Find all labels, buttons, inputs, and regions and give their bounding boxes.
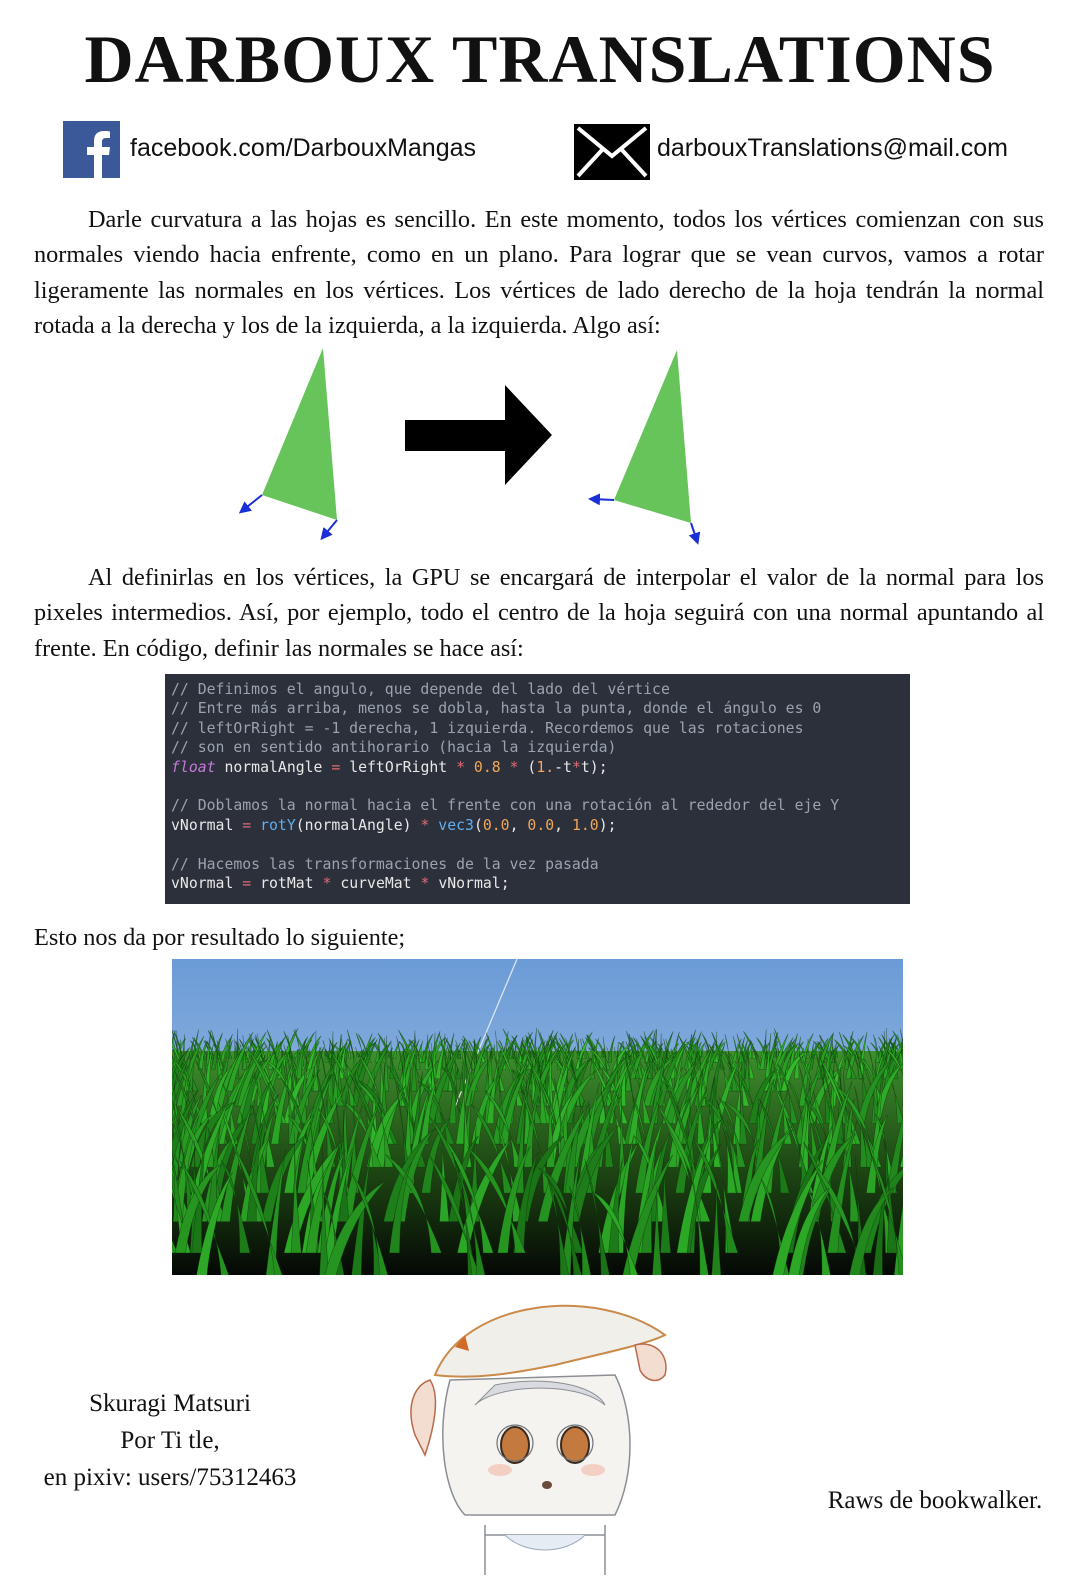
leaf-after bbox=[592, 350, 697, 541]
facebook-link[interactable]: facebook.com/DarbouxMangas bbox=[130, 134, 477, 162]
code-line: vNormal = rotY(normalAngle) * vec3(0.0, 0.0, 1.0); bbox=[171, 816, 617, 834]
code-line: // Doblamos la normal hacia el frente con una rotación al rededor del eje Y bbox=[171, 797, 840, 815]
paragraph-result bbox=[34, 920, 1044, 955]
credit-pixiv: en pixiv: users/75312463 bbox=[43, 1464, 297, 1491]
paragraph-intro-text: Darle curvatura a las hojas es sencillo. En este momento, todos los vértices comienzan con sus normales viendo hacia enfrente, como en un plano. Para lograr que se vean curvos, vamos a rotar ligeramente las normales en los vértices. Los vértices de lado derecho de la hoja tendrán la normal rotada a la derecha y los de la izquierda, a la izquierda. Algo así: bbox=[34, 206, 1044, 339]
paragraph-result-text: Esto nos da por resultado lo siguiente; bbox=[34, 924, 406, 951]
code-line: // son en sentido antihorario (hacia la izquierda) bbox=[171, 739, 617, 757]
code-line: // leftOrRight = -1 derecha, 1 izquierda. Recordemos que las rotaciones bbox=[171, 719, 804, 737]
paragraph-gpu-text: Al definirlas en los vértices, la GPU se encargará de interpolar el valor de la normal para los pixeles intermedios. Así, por ejemplo, todo el centro de la hoja seguirá con una normal apuntando al frente. En código, definir las normales se hace así: bbox=[34, 564, 1044, 662]
credit-artist: Skuragi Matsuri bbox=[89, 1390, 251, 1417]
page-title: DARBOUX TRANSLATIONS bbox=[84, 21, 996, 97]
paragraph-intro bbox=[34, 202, 1044, 343]
code-block bbox=[165, 674, 910, 904]
raws-credit: Raws de bookwalker. bbox=[827, 1487, 1043, 1514]
mail-icon bbox=[574, 124, 650, 180]
facebook-icon bbox=[63, 121, 120, 178]
code-line: // Hacemos las transformaciones de la vez pasada bbox=[171, 855, 599, 873]
code-line: vNormal = rotMat * curveMat * vNormal; bbox=[171, 875, 510, 893]
code-line: float normalAngle = leftOrRight * 0.8 * (1.-t*t); bbox=[171, 758, 608, 776]
credits-block bbox=[20, 1385, 320, 1496]
normals-diagram bbox=[230, 345, 710, 550]
email-link[interactable]: darbouxTranslations@mail.com bbox=[657, 134, 1008, 162]
character-illustration bbox=[395, 1285, 685, 1575]
code-line: // Definimos el angulo, que depende del lado del vértice bbox=[171, 681, 670, 698]
credit-title: Por Ti tle, bbox=[120, 1427, 220, 1454]
code-line: // Entre más arriba, menos se dobla, hasta la punta, donde el ángulo es 0 bbox=[171, 700, 822, 718]
arrow-icon bbox=[405, 385, 552, 485]
paragraph-gpu bbox=[34, 560, 1044, 666]
leaf-before bbox=[242, 348, 337, 537]
grass-render-image bbox=[172, 959, 903, 1275]
